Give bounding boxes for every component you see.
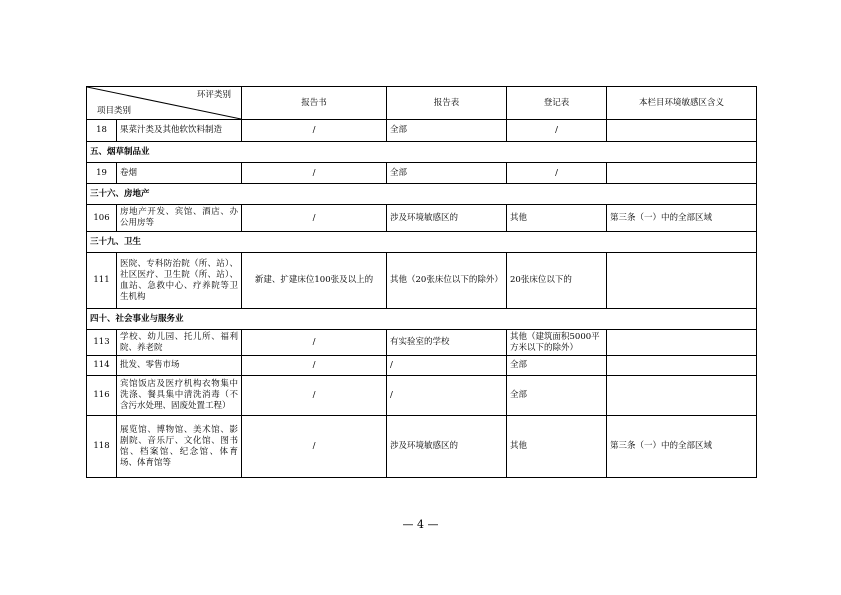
item-number: 116 <box>87 376 117 416</box>
sensitive-cell: 第三条（一）中的全部区域 <box>607 416 757 478</box>
register-cell: 全部 <box>507 356 607 376</box>
section-title: 五、烟草制品业 <box>87 142 757 163</box>
form-cell: 其他（20张床位以下的除外） <box>387 253 507 309</box>
header-row <box>87 87 757 120</box>
section-row <box>87 309 757 330</box>
register-cell: / <box>507 120 607 142</box>
diagonal-header-cell <box>87 87 242 120</box>
table-row <box>87 253 757 309</box>
register-cell: 其他 <box>507 416 607 478</box>
sensitive-cell <box>607 253 757 309</box>
sensitive-cell <box>607 120 757 142</box>
sensitive-cell <box>607 376 757 416</box>
col-report-header: 报告书 <box>242 87 387 120</box>
report-cell: / <box>242 205 387 232</box>
section-row <box>87 142 757 163</box>
col-sensitive-header: 本栏目环境敏感区含义 <box>607 87 757 120</box>
col-form-header: 报告表 <box>387 87 507 120</box>
sensitive-cell <box>607 330 757 356</box>
register-cell: 其他（建筑面积5000平方米以下的除外） <box>507 330 607 356</box>
item-name: 房地产开发、宾馆、酒店、办公用房等 <box>117 205 242 232</box>
section-row <box>87 232 757 253</box>
item-name: 展览馆、博物馆、美术馆、影剧院、音乐厅、文化馆、图书馆、档案馆、纪念馆、体育场、体育馆等 <box>117 416 242 478</box>
form-cell: 全部 <box>387 120 507 142</box>
form-cell: 全部 <box>387 163 507 184</box>
table-row <box>87 356 757 376</box>
item-number: 118 <box>87 416 117 478</box>
item-name: 卷烟 <box>117 163 242 184</box>
report-cell: 新建、扩建床位100张及以上的 <box>242 253 387 309</box>
register-cell: / <box>507 163 607 184</box>
page-number: — 4 — <box>402 518 439 531</box>
item-name: 学校、幼儿园、托儿所、福利院、养老院 <box>117 330 242 356</box>
item-name: 果菜汁类及其他软饮料制造 <box>117 120 242 142</box>
sensitive-cell: 第三条（一）中的全部区域 <box>607 205 757 232</box>
eia-category-table <box>86 86 757 478</box>
report-cell: / <box>242 356 387 376</box>
item-number: 111 <box>87 253 117 309</box>
form-cell: 有实验室的学校 <box>387 330 507 356</box>
report-cell: / <box>242 120 387 142</box>
sensitive-cell <box>607 356 757 376</box>
item-number: 19 <box>87 163 117 184</box>
register-cell: 其他 <box>507 205 607 232</box>
report-cell: / <box>242 330 387 356</box>
table-row <box>87 120 757 142</box>
item-number: 114 <box>87 356 117 376</box>
col-register-header: 登记表 <box>507 87 607 120</box>
table-row <box>87 376 757 416</box>
item-number: 113 <box>87 330 117 356</box>
section-title: 三十九、卫生 <box>87 232 757 253</box>
register-cell: 20张床位以下的 <box>507 253 607 309</box>
report-cell: / <box>242 163 387 184</box>
register-cell: 全部 <box>507 376 607 416</box>
form-cell: 涉及环境敏感区的 <box>387 416 507 478</box>
diag-top-label: 环评类别 <box>196 90 231 100</box>
sensitive-cell <box>607 163 757 184</box>
section-title: 四十、社会事业与服务业 <box>87 309 757 330</box>
item-number: 18 <box>87 120 117 142</box>
form-cell: / <box>387 376 507 416</box>
item-name: 宾馆饭店及医疗机构衣物集中洗涤、餐具集中清洗消毒（不含污水处理、固废处置工程） <box>117 376 242 416</box>
item-name: 医院、专科防治院（所、站）、社区医疗、卫生院（所、站）、血站、急救中心、疗养院等卫生机构 <box>117 253 242 309</box>
table-row <box>87 416 757 478</box>
diag-bottom-label: 项目类别 <box>97 106 132 116</box>
form-cell: / <box>387 356 507 376</box>
table-row <box>87 205 757 232</box>
table-row <box>87 163 757 184</box>
section-row <box>87 184 757 205</box>
report-cell: / <box>242 376 387 416</box>
item-name: 批发、零售市场 <box>117 356 242 376</box>
form-cell: 涉及环境敏感区的 <box>387 205 507 232</box>
table-row <box>87 330 757 356</box>
item-number: 106 <box>87 205 117 232</box>
section-title: 三十六、房地产 <box>87 184 757 205</box>
report-cell: / <box>242 416 387 478</box>
